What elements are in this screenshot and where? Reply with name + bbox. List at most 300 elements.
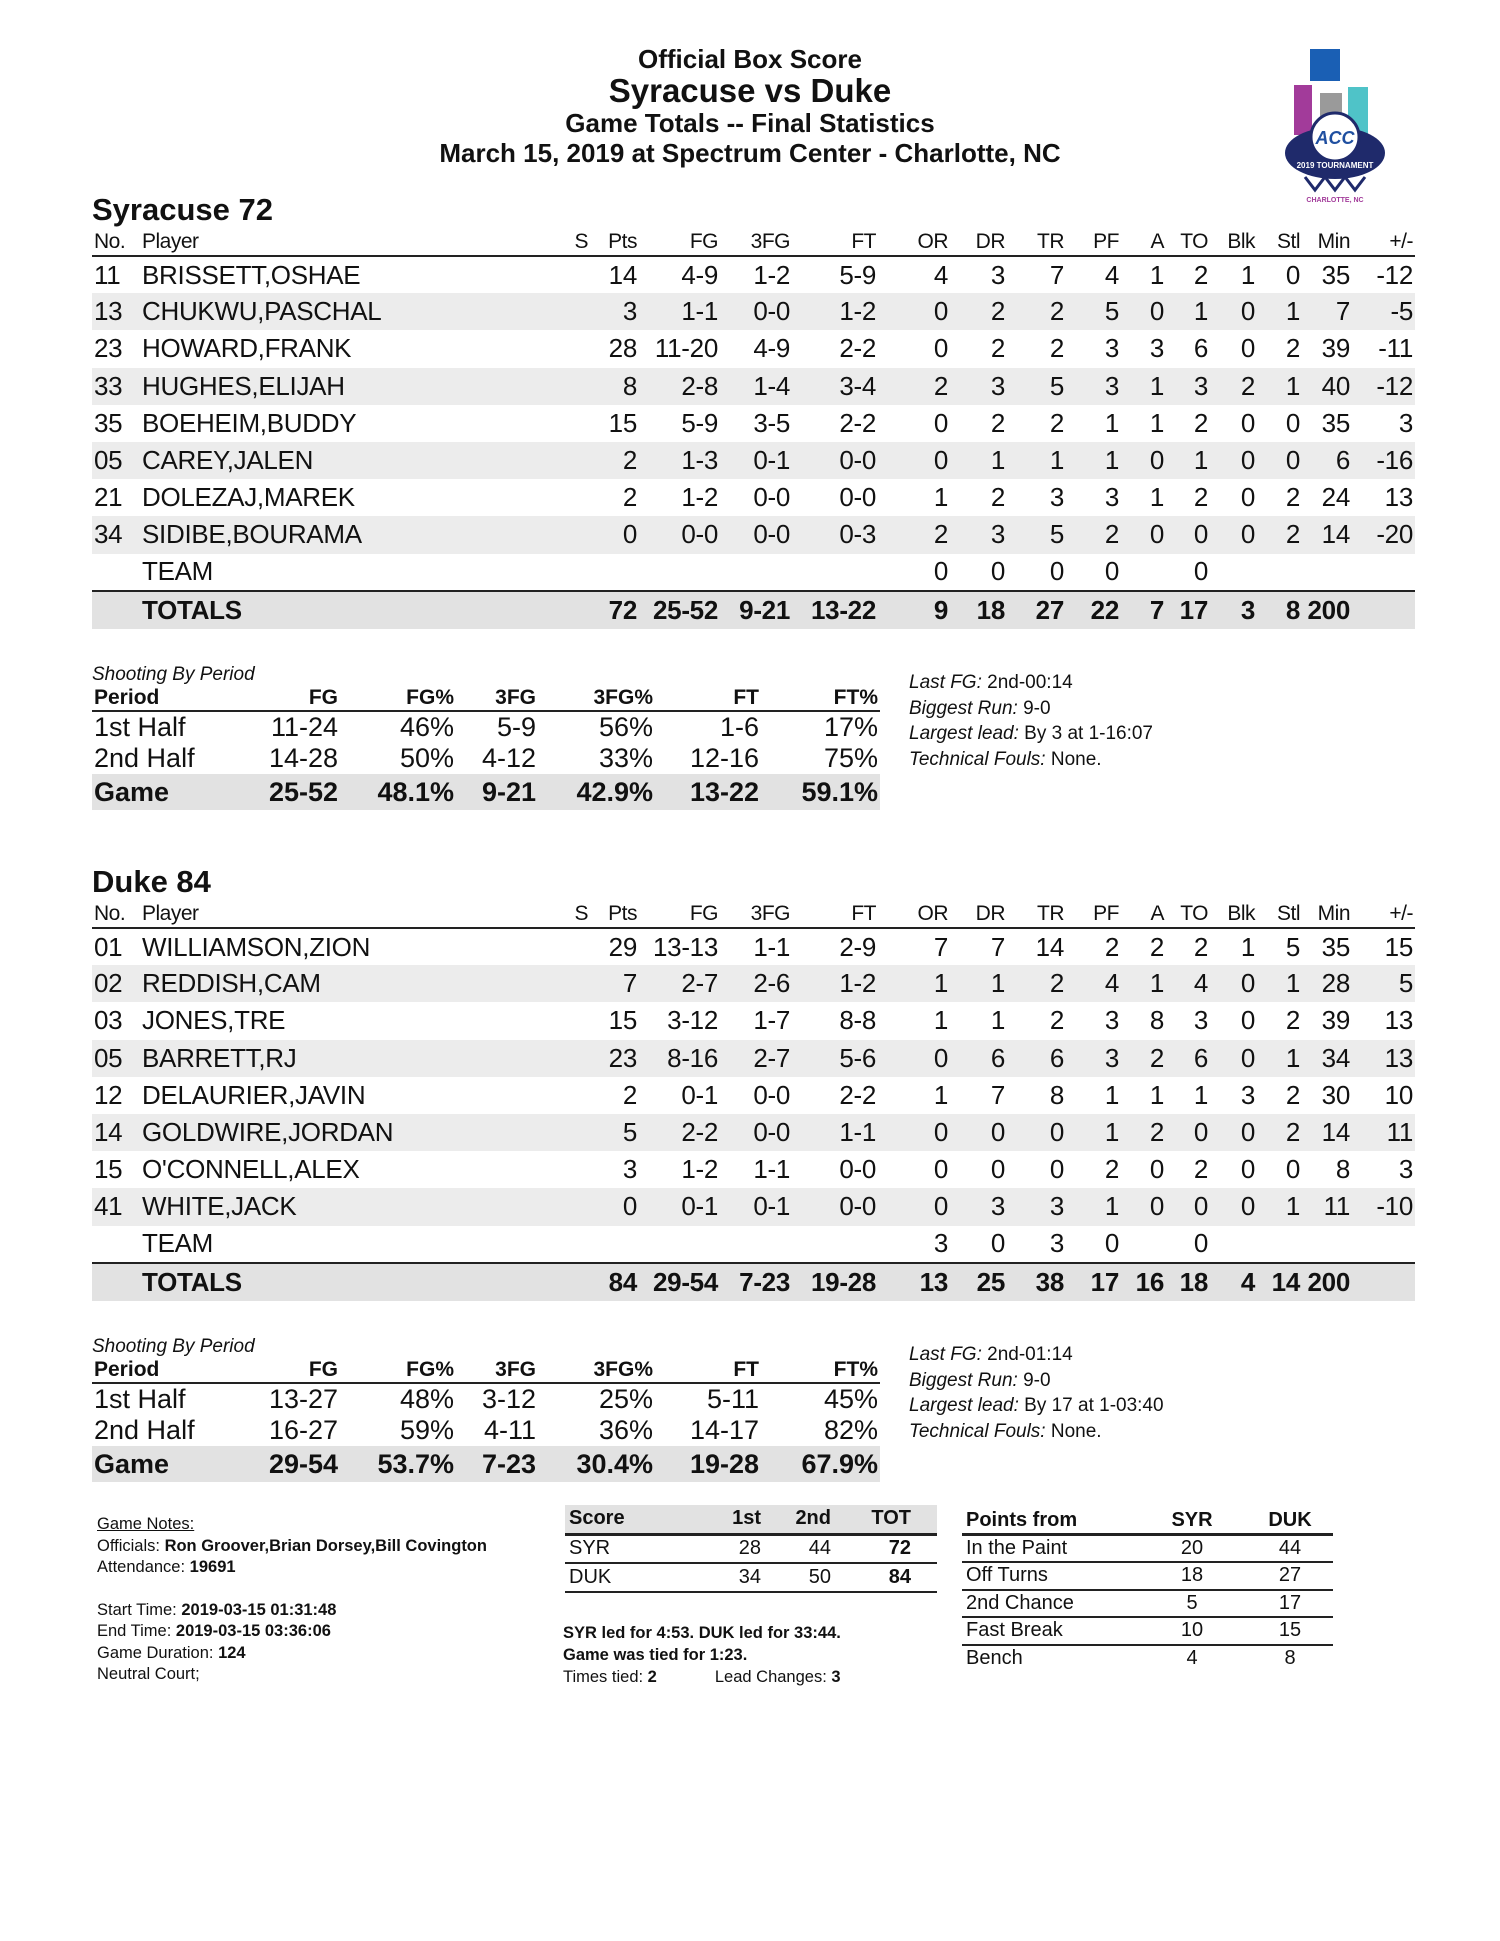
cell: TEAM xyxy=(142,556,214,587)
cell: 7 xyxy=(1302,293,1352,330)
cell: 2 xyxy=(1285,482,1300,513)
lead-changes: 3 xyxy=(831,1668,841,1686)
matchup-title: Syracuse vs Duke xyxy=(608,72,892,109)
player-row xyxy=(92,479,1415,516)
cell: DOLEZAJ,MAREK xyxy=(142,482,355,513)
cell: 0 xyxy=(1240,333,1255,364)
cell: 0 xyxy=(1285,1154,1300,1185)
cell: 0 xyxy=(1210,1040,1257,1077)
shooting-by-period-label: Shooting By Period xyxy=(92,1336,255,1357)
cell xyxy=(570,1188,590,1225)
cell: 4-9 xyxy=(753,333,790,364)
cell: 8-8 xyxy=(839,1005,876,1036)
cell xyxy=(720,554,792,591)
cell: 5 xyxy=(1066,293,1121,330)
cell: 2 xyxy=(1121,1114,1166,1151)
cell xyxy=(720,1226,792,1263)
game-row xyxy=(92,774,880,810)
cell: 5 xyxy=(1285,931,1300,962)
cell: 34 xyxy=(1302,1040,1352,1077)
cell: 5 xyxy=(1007,516,1066,553)
cell: 3 xyxy=(590,293,639,330)
cell: 56% xyxy=(598,712,653,742)
cell: 1st Half xyxy=(94,1384,186,1414)
cell: 0 xyxy=(878,1188,950,1225)
svg-text:CHARLOTTE, NC: CHARLOTTE, NC xyxy=(1306,197,1364,204)
cell: 3 xyxy=(1166,368,1210,405)
player-row xyxy=(92,965,1415,1002)
total-cell: 19-28 xyxy=(792,1263,878,1301)
cell: 25-52 xyxy=(222,774,340,810)
cell: 30 xyxy=(1321,1079,1350,1110)
cell: 84 xyxy=(835,1563,937,1592)
column-header: TR xyxy=(1007,901,1066,928)
syracuse-box-score-table xyxy=(92,229,1415,629)
cell: 0 xyxy=(950,1114,1007,1151)
column-header: 3FG xyxy=(456,686,538,711)
cell: 16-27 xyxy=(268,1415,338,1445)
cell: 1-2 xyxy=(792,293,878,330)
cell xyxy=(570,442,590,479)
points-from-row xyxy=(962,1645,1333,1673)
column-header: A xyxy=(1121,229,1166,256)
column-header: 3FG% xyxy=(538,686,655,711)
cell xyxy=(792,1226,878,1263)
cell: -5 xyxy=(1352,293,1415,330)
total-cell: 22 xyxy=(1066,591,1121,629)
cell: 0-0 xyxy=(639,516,720,553)
cell: SYR xyxy=(565,1534,695,1563)
cell: 3-5 xyxy=(753,407,790,438)
cell: 1 xyxy=(1257,368,1302,405)
cell: 2 xyxy=(1007,293,1066,330)
cell: 2 xyxy=(950,293,1007,330)
cell: 2 xyxy=(1104,1154,1119,1185)
column-header: A xyxy=(1121,901,1166,928)
cell: 36% xyxy=(598,1415,653,1445)
cell: 1 xyxy=(1149,482,1164,513)
duke-team-title: Duke 84 xyxy=(92,864,211,899)
cell: 5-11 xyxy=(706,1384,759,1414)
cell: 3 xyxy=(1049,482,1064,513)
cell xyxy=(1352,1226,1415,1263)
syracuse-game-notes xyxy=(909,670,1153,772)
cell xyxy=(1352,554,1415,591)
cell: 28 xyxy=(1302,965,1352,1002)
column-header: 1st xyxy=(695,1505,765,1534)
cell: 3-12 xyxy=(481,1384,536,1414)
column-header: FG% xyxy=(340,1358,456,1383)
cell: 5-9 xyxy=(496,712,536,742)
cell: 3 xyxy=(1007,1188,1066,1225)
cell: 2 xyxy=(622,482,637,513)
column-header: Period xyxy=(92,1358,222,1383)
total-cell: 9-21 xyxy=(720,591,792,629)
cell: 2 xyxy=(990,407,1005,438)
cell xyxy=(570,1077,590,1114)
cell: 2-8 xyxy=(639,368,720,405)
cell: 2nd Chance xyxy=(962,1590,1137,1618)
cell: 5-9 xyxy=(681,407,718,438)
period-row xyxy=(92,1415,880,1446)
note-line: Last FG: 2nd-00:14 xyxy=(909,672,1073,693)
tied-time: Game was tied for 1:23. xyxy=(563,1646,748,1664)
cell: 1 xyxy=(1066,1114,1121,1151)
cell: 39 xyxy=(1321,333,1350,364)
cell: 7-23 xyxy=(456,1446,538,1482)
header-row xyxy=(962,1507,1333,1535)
cell: 67.9% xyxy=(761,1446,880,1482)
header-row xyxy=(92,1358,880,1383)
column-header: TO xyxy=(1166,901,1210,928)
cell: 3 xyxy=(1104,482,1119,513)
cell: 0 xyxy=(1193,556,1208,587)
cell: 0 xyxy=(1240,407,1255,438)
total-cell xyxy=(92,1263,140,1301)
cell: 2 xyxy=(1285,1079,1300,1110)
cell xyxy=(570,516,590,553)
cell: 0 xyxy=(1049,1154,1064,1185)
total-cell: 200 xyxy=(1302,591,1352,629)
total-cell: TOTALS xyxy=(140,1263,570,1301)
cell: 8 xyxy=(590,368,639,405)
column-header: OR xyxy=(878,229,950,256)
cell: 14 xyxy=(608,259,637,290)
column-header: Points from xyxy=(962,1507,1137,1535)
cell xyxy=(570,368,590,405)
cell xyxy=(570,1040,590,1077)
cell: SIDIBE,BOURAMA xyxy=(140,516,570,553)
game-notes xyxy=(97,1514,487,1686)
cell xyxy=(570,1226,590,1263)
column-header: TR xyxy=(1007,229,1066,256)
player-row xyxy=(92,516,1415,553)
cell xyxy=(792,554,878,591)
cell: 0 xyxy=(1210,293,1257,330)
cell: 1 xyxy=(1066,442,1121,479)
cell: 3-4 xyxy=(792,368,878,405)
total-cell: 14 xyxy=(1257,1263,1302,1301)
cell: 5 xyxy=(1352,965,1415,1002)
total-cell: 18 xyxy=(1166,1263,1210,1301)
cell: 0 xyxy=(990,556,1005,587)
column-header: Pts xyxy=(590,229,639,256)
column-header: DR xyxy=(950,229,1007,256)
cell xyxy=(639,554,720,591)
cell: BRISSETT,OSHAE xyxy=(142,259,361,290)
cell: 2 xyxy=(1257,1114,1302,1151)
lead-time: SYR led for 4:53. DUK led for 33:44. xyxy=(563,1624,841,1642)
cell: 1 xyxy=(990,1005,1005,1036)
cell: 0-0 xyxy=(753,1079,790,1110)
cell: 48.1% xyxy=(340,774,456,810)
player-row xyxy=(92,1188,1415,1225)
cell xyxy=(1302,554,1352,591)
column-header: PF xyxy=(1066,229,1121,256)
cell: 1-1 xyxy=(792,1114,878,1151)
header-row xyxy=(92,901,1415,928)
player-row xyxy=(92,330,1415,367)
cell: 5 xyxy=(1007,368,1066,405)
cell: 15 xyxy=(1384,931,1413,962)
cell: 0-0 xyxy=(720,516,792,553)
cell: 28 xyxy=(695,1534,765,1563)
subtitle: Game Totals -- Final Statistics xyxy=(565,108,935,138)
cell: In the Paint xyxy=(962,1535,1137,1563)
total-cell: 3 xyxy=(1210,591,1257,629)
column-header: FT% xyxy=(761,686,880,711)
player-row xyxy=(92,1077,1415,1114)
cell: 4 xyxy=(933,259,948,290)
cell: 2-7 xyxy=(639,965,720,1002)
team-row xyxy=(92,554,1415,591)
total-cell: 84 xyxy=(590,1263,639,1301)
cell: 1 xyxy=(1007,442,1066,479)
cell: 1-1 xyxy=(753,931,790,962)
cell: HUGHES,ELIJAH xyxy=(140,368,570,405)
cell: 35 xyxy=(1321,931,1350,962)
start-time: Start Time: 2019-03-15 01:31:48 xyxy=(97,1600,337,1619)
cell: 28 xyxy=(608,333,637,364)
cell: 23 xyxy=(94,333,123,364)
column-header: FG% xyxy=(340,686,456,711)
cell: 0 xyxy=(1193,1228,1208,1259)
cell: 23 xyxy=(590,1040,639,1077)
score-row xyxy=(565,1534,937,1563)
cell: 13-27 xyxy=(268,1384,338,1414)
cell: 0 xyxy=(1285,259,1300,290)
cell xyxy=(92,554,140,591)
cell: 1 xyxy=(933,1005,948,1036)
cell: 1st Half xyxy=(94,712,186,742)
cell: 0-0 xyxy=(792,442,878,479)
cell: 5-9 xyxy=(839,259,876,290)
cell: 02 xyxy=(92,965,140,1002)
cell: 2-2 xyxy=(639,1114,720,1151)
cell: 2 xyxy=(878,368,950,405)
cell: 8 xyxy=(1149,1005,1164,1036)
player-row xyxy=(92,442,1415,479)
cell: 46% xyxy=(399,712,454,742)
column-header: 3FG% xyxy=(538,1358,655,1383)
cell: 0 xyxy=(1121,442,1166,479)
player-row xyxy=(92,368,1415,405)
cell: 35 xyxy=(1321,259,1350,290)
cell: 1 xyxy=(1104,407,1119,438)
cell: 0 xyxy=(878,442,950,479)
cell: 1-2 xyxy=(681,1154,718,1185)
cell: 39 xyxy=(1321,1005,1350,1036)
cell: 1 xyxy=(1193,1079,1208,1110)
game-row xyxy=(92,1446,880,1482)
player-row xyxy=(92,1151,1415,1188)
cell: 42.9% xyxy=(538,774,655,810)
total-cell: 8 xyxy=(1257,591,1302,629)
cell: 27 xyxy=(1247,1562,1333,1590)
cell: 2 xyxy=(1285,333,1300,364)
cell: 17 xyxy=(1247,1590,1333,1618)
cell: 2 xyxy=(1007,965,1066,1002)
cell: 34 xyxy=(695,1563,765,1592)
cell: 0-3 xyxy=(792,516,878,553)
cell: 2-2 xyxy=(839,1079,876,1110)
cell xyxy=(570,1114,590,1151)
cell: CAREY,JALEN xyxy=(140,442,570,479)
cell: 2 xyxy=(1285,1005,1300,1036)
header-row xyxy=(92,686,880,711)
cell: BARRETT,RJ xyxy=(140,1040,570,1077)
cell xyxy=(570,293,590,330)
cell: 1-7 xyxy=(753,1005,790,1036)
total-cell: 25 xyxy=(950,1263,1007,1301)
cell: CHUKWU,PASCHAL xyxy=(140,293,570,330)
total-cell: 29-54 xyxy=(639,1263,720,1301)
cell: 0 xyxy=(1210,516,1257,553)
cell: 29 xyxy=(608,931,637,962)
cell: 0 xyxy=(1104,556,1119,587)
column-header: FG xyxy=(639,901,720,928)
column-header: Stl xyxy=(1257,901,1302,928)
header-row xyxy=(565,1505,937,1534)
score-by-half-table xyxy=(565,1505,937,1593)
cell: 0 xyxy=(1166,1188,1210,1225)
cell: 1 xyxy=(1257,1188,1302,1225)
cell: 8 xyxy=(1284,1647,1296,1670)
cell: 2 xyxy=(1104,931,1119,962)
cell: 44 xyxy=(1247,1535,1333,1563)
cell: 2 xyxy=(1149,931,1164,962)
column-header: 3FG xyxy=(720,229,792,256)
column-header: +/- xyxy=(1352,901,1415,928)
cell: 45% xyxy=(823,1384,878,1414)
cell: 6 xyxy=(950,1040,1007,1077)
cell: 1 xyxy=(1121,965,1166,1002)
cell: 25% xyxy=(598,1384,653,1414)
cell: 13 xyxy=(92,293,140,330)
cell: -16 xyxy=(1352,442,1415,479)
cell: 48% xyxy=(399,1384,454,1414)
cell: 0 xyxy=(933,407,948,438)
cell: 0 xyxy=(1210,442,1257,479)
cell: 4 xyxy=(1166,965,1210,1002)
player-row xyxy=(92,405,1415,442)
cell: 6 xyxy=(1166,1040,1210,1077)
cell xyxy=(570,965,590,1002)
total-cell: 200 xyxy=(1302,1263,1352,1301)
cell: JONES,TRE xyxy=(142,1005,286,1036)
column-header: No. xyxy=(92,229,140,256)
cell: 11-24 xyxy=(270,712,338,742)
total-cell xyxy=(1352,591,1415,629)
cell: 1-4 xyxy=(720,368,792,405)
cell: 05 xyxy=(92,1040,140,1077)
cell: 1 xyxy=(1257,293,1302,330)
cell: DUK xyxy=(565,1563,695,1592)
cell: WILLIAMSON,ZION xyxy=(142,931,371,962)
points-from-row xyxy=(962,1590,1333,1618)
cell: 15 xyxy=(608,1005,637,1036)
cell: 8-16 xyxy=(639,1040,720,1077)
cell: 14-17 xyxy=(689,1415,759,1445)
column-header: FT xyxy=(792,229,878,256)
player-row xyxy=(92,928,1415,965)
cell: 5 xyxy=(1137,1590,1247,1618)
officials: Officials: Ron Groover,Brian Dorsey,Bill Covington xyxy=(97,1536,487,1555)
cell: 1 xyxy=(1166,293,1210,330)
cell: 2-9 xyxy=(839,931,876,962)
cell: 0 xyxy=(1285,407,1300,438)
column-header: Score xyxy=(565,1505,695,1534)
cell: 3 xyxy=(1193,1005,1208,1036)
cell: 03 xyxy=(94,1005,123,1036)
cell: 50% xyxy=(399,743,454,773)
period-row xyxy=(92,743,880,774)
column-header: 3FG xyxy=(456,1358,538,1383)
end-time: End Time: 2019-03-15 03:36:06 xyxy=(97,1622,331,1640)
cell xyxy=(570,405,590,442)
cell: 7 xyxy=(990,931,1005,962)
duke-shooting-by-period-table xyxy=(92,1358,880,1482)
cell xyxy=(570,330,590,367)
cell: 0 xyxy=(1049,556,1064,587)
total-cell xyxy=(570,591,590,629)
cell: HOWARD,FRANK xyxy=(142,333,352,364)
cell: 2 xyxy=(622,1079,637,1110)
cell: 0 xyxy=(1121,1188,1166,1225)
cell: 1 xyxy=(1121,368,1166,405)
cell: 10 xyxy=(1137,1617,1247,1645)
cell: 1 xyxy=(950,442,1007,479)
cell: 35 xyxy=(1321,407,1350,438)
cell: 41 xyxy=(92,1188,140,1225)
column-header: FG xyxy=(639,229,720,256)
column-header: Blk xyxy=(1210,901,1257,928)
cell: 20 xyxy=(1137,1535,1247,1563)
cell xyxy=(1302,1226,1352,1263)
cell: REDDISH,CAM xyxy=(140,965,570,1002)
cell: 4 xyxy=(1104,259,1119,290)
cell: 1-1 xyxy=(639,293,720,330)
total-cell: 16 xyxy=(1121,1263,1166,1301)
cell: 0 xyxy=(1240,1005,1255,1036)
cell: 0 xyxy=(990,1228,1005,1259)
cell: 3 xyxy=(1066,1040,1121,1077)
syracuse-team-title: Syracuse 72 xyxy=(92,192,273,227)
cell: 2 xyxy=(1193,482,1208,513)
cell: 2 xyxy=(1257,516,1302,553)
column-header: PF xyxy=(1066,901,1121,928)
cell: 24 xyxy=(1321,482,1350,513)
total-cell: TOTALS xyxy=(140,591,570,629)
cell xyxy=(590,554,639,591)
cell: 0 xyxy=(1149,1154,1164,1185)
duke-game-notes xyxy=(909,1342,1164,1444)
note-line: Largest lead: By 3 at 1-16:07 xyxy=(909,723,1154,744)
cell: 6 xyxy=(1302,442,1352,479)
cell: -11 xyxy=(1378,333,1413,364)
cell: 8 xyxy=(1049,1079,1064,1110)
game-notes-title: Game Notes: xyxy=(97,1515,195,1533)
cell xyxy=(570,1002,590,1039)
total-cell: 7-23 xyxy=(720,1263,792,1301)
attendance: Attendance: 19691 xyxy=(97,1558,236,1576)
cell: 0 xyxy=(878,1040,950,1077)
cell: 59.1% xyxy=(761,774,880,810)
cell: 0-0 xyxy=(720,1114,792,1151)
cell: 4-9 xyxy=(681,259,718,290)
cell: 2nd Half xyxy=(94,743,195,773)
cell: 6 xyxy=(1193,333,1208,364)
